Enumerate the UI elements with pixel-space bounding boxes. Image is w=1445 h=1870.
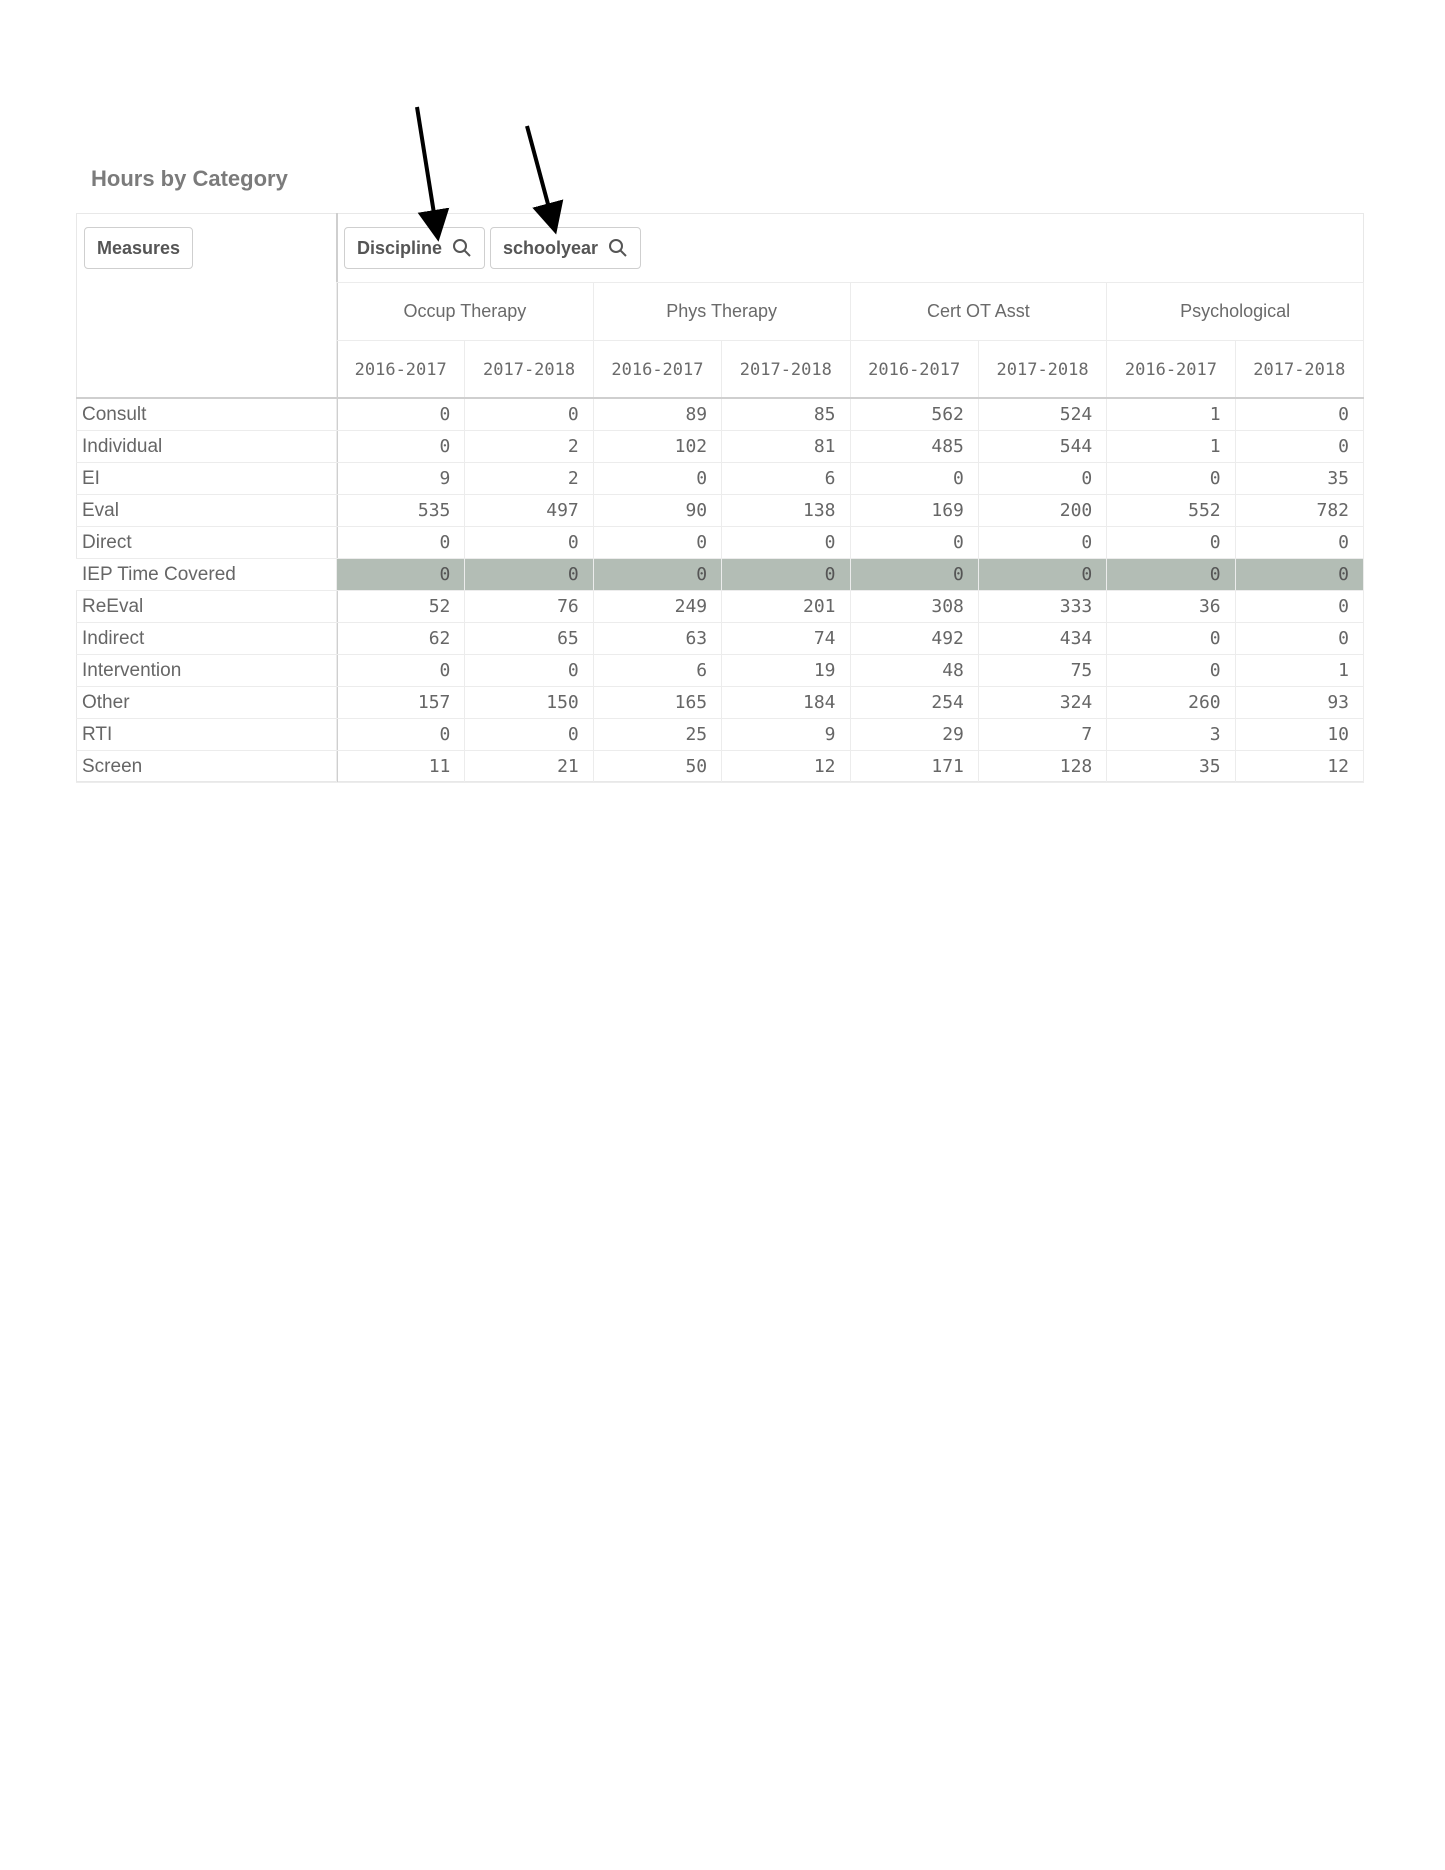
- annotation-arrows: [0, 0, 1445, 300]
- table-cell[interactable]: 0: [1235, 527, 1363, 559]
- table-cell[interactable]: 0: [465, 399, 593, 431]
- table-cell[interactable]: 50: [593, 751, 721, 783]
- table-cell[interactable]: 524: [978, 399, 1106, 431]
- table-cell[interactable]: 2: [465, 431, 593, 463]
- table-cell[interactable]: 0: [1107, 527, 1235, 559]
- table-cell[interactable]: 0: [337, 559, 465, 591]
- table-row: [337, 463, 1364, 495]
- table-cell[interactable]: 35: [1107, 751, 1235, 783]
- table-cell[interactable]: 9: [722, 719, 850, 751]
- table-cell[interactable]: 81: [722, 431, 850, 463]
- table-cell[interactable]: 3: [1107, 719, 1235, 751]
- table-cell[interactable]: 0: [337, 431, 465, 463]
- discipline-header[interactable]: Psychological: [1107, 283, 1364, 341]
- table-row: [337, 623, 1364, 655]
- table-row: [337, 687, 1364, 719]
- table-cell[interactable]: 0: [1235, 591, 1363, 623]
- table-cell[interactable]: 0: [850, 559, 978, 591]
- table-cell[interactable]: 0: [465, 527, 593, 559]
- table-cell[interactable]: 74: [722, 623, 850, 655]
- row-label[interactable]: Other: [76, 687, 336, 719]
- table-cell[interactable]: 497: [465, 495, 593, 527]
- table-cell[interactable]: 2: [465, 463, 593, 495]
- table-cell[interactable]: 0: [593, 559, 721, 591]
- table-cell[interactable]: 249: [593, 591, 721, 623]
- table-cell[interactable]: 0: [1235, 431, 1363, 463]
- table-cell[interactable]: 200: [978, 495, 1106, 527]
- year-header[interactable]: 2017-2018: [722, 341, 850, 399]
- table-cell[interactable]: 93: [1235, 687, 1363, 719]
- table-cell[interactable]: 184: [722, 687, 850, 719]
- table-cell[interactable]: 333: [978, 591, 1106, 623]
- row-label[interactable]: Indirect: [76, 623, 336, 655]
- table-cell[interactable]: 0: [337, 527, 465, 559]
- table-row: [337, 495, 1364, 527]
- table-cell[interactable]: 12: [1235, 751, 1363, 783]
- table-cell[interactable]: 102: [593, 431, 721, 463]
- table-cell[interactable]: 485: [850, 431, 978, 463]
- table-cell[interactable]: 0: [593, 463, 721, 495]
- table-cell[interactable]: 0: [337, 399, 465, 431]
- table-cell[interactable]: 10: [1235, 719, 1363, 751]
- table-row: [337, 655, 1364, 687]
- table-row: [337, 527, 1364, 559]
- year-header[interactable]: 2017-2018: [978, 341, 1106, 399]
- row-label[interactable]: ReEval: [76, 591, 336, 623]
- table-cell[interactable]: 0: [337, 655, 465, 687]
- table-cell[interactable]: 85: [722, 399, 850, 431]
- discipline-header[interactable]: Occup Therapy: [337, 283, 594, 341]
- discipline-header[interactable]: Cert OT Asst: [850, 283, 1107, 341]
- table-cell[interactable]: 0: [465, 655, 593, 687]
- table-cell[interactable]: 201: [722, 591, 850, 623]
- pivot-table: [336, 282, 1364, 783]
- table-cell[interactable]: 52: [337, 591, 465, 623]
- table-cell[interactable]: 0: [1107, 463, 1235, 495]
- table-cell[interactable]: 1: [1235, 655, 1363, 687]
- table-cell[interactable]: 76: [465, 591, 593, 623]
- table-cell[interactable]: 0: [978, 463, 1106, 495]
- table-cell[interactable]: 434: [978, 623, 1106, 655]
- row-label[interactable]: Consult: [76, 399, 336, 431]
- table-cell[interactable]: 157: [337, 687, 465, 719]
- table-cell[interactable]: 165: [593, 687, 721, 719]
- discipline-header[interactable]: Phys Therapy: [593, 283, 850, 341]
- year-header[interactable]: 2017-2018: [1235, 341, 1363, 399]
- table-cell[interactable]: 65: [465, 623, 593, 655]
- table-cell[interactable]: 1: [1107, 399, 1235, 431]
- schoolyear-label: schoolyear: [503, 237, 599, 258]
- table-cell[interactable]: 0: [1107, 559, 1235, 591]
- table-cell[interactable]: 0: [850, 527, 978, 559]
- table-cell[interactable]: 171: [850, 751, 978, 783]
- table-cell[interactable]: 75: [978, 655, 1106, 687]
- table-cell[interactable]: 0: [593, 527, 721, 559]
- table-cell[interactable]: 19: [722, 655, 850, 687]
- table-cell[interactable]: 1: [1107, 431, 1235, 463]
- table-cell[interactable]: 308: [850, 591, 978, 623]
- table-cell[interactable]: 90: [593, 495, 721, 527]
- table-cell[interactable]: 552: [1107, 495, 1235, 527]
- arrow-icon: [417, 107, 436, 226]
- table-cell[interactable]: 0: [465, 719, 593, 751]
- row-label[interactable]: Intervention: [76, 655, 336, 687]
- year-header-row: [337, 341, 1364, 399]
- chart-title: Hours by Category: [91, 166, 288, 191]
- discipline-label: Discipline: [357, 237, 443, 258]
- row-labels: [76, 399, 336, 783]
- table-cell[interactable]: 21: [465, 751, 593, 783]
- row-label[interactable]: Individual: [76, 431, 336, 463]
- year-header[interactable]: 2016-2017: [1107, 341, 1235, 399]
- table-cell[interactable]: 9: [337, 463, 465, 495]
- table-cell[interactable]: 89: [593, 399, 721, 431]
- table-cell[interactable]: 0: [1235, 623, 1363, 655]
- table-cell[interactable]: 35: [1235, 463, 1363, 495]
- year-header[interactable]: 2016-2017: [593, 341, 721, 399]
- table-cell[interactable]: 0: [337, 719, 465, 751]
- table-cell[interactable]: 0: [722, 559, 850, 591]
- table-cell[interactable]: 0: [465, 559, 593, 591]
- table-cell[interactable]: 128: [978, 751, 1106, 783]
- table-cell[interactable]: 254: [850, 687, 978, 719]
- table-cell[interactable]: 12: [722, 751, 850, 783]
- table-cell[interactable]: 138: [722, 495, 850, 527]
- row-label[interactable]: EI: [76, 463, 336, 495]
- table-cell[interactable]: 63: [593, 623, 721, 655]
- table-cell[interactable]: 6: [722, 463, 850, 495]
- year-header[interactable]: 2016-2017: [850, 341, 978, 399]
- row-label[interactable]: RTI: [76, 719, 336, 751]
- table-cell[interactable]: 324: [978, 687, 1106, 719]
- table-cell[interactable]: 6: [593, 655, 721, 687]
- table-cell[interactable]: 25: [593, 719, 721, 751]
- table-cell[interactable]: 169: [850, 495, 978, 527]
- table-cell[interactable]: 11: [337, 751, 465, 783]
- row-label[interactable]: Eval: [76, 495, 336, 527]
- table-cell[interactable]: 48: [850, 655, 978, 687]
- table-cell[interactable]: 0: [1107, 623, 1235, 655]
- arrow-icon: [527, 126, 552, 219]
- table-cell[interactable]: 535: [337, 495, 465, 527]
- table-row: [337, 559, 1364, 591]
- table-cell[interactable]: 0: [850, 463, 978, 495]
- table-cell[interactable]: 492: [850, 623, 978, 655]
- table-cell[interactable]: 782: [1235, 495, 1363, 527]
- table-row: [337, 431, 1364, 463]
- table-row: [337, 751, 1364, 783]
- table-cell[interactable]: 0: [1107, 655, 1235, 687]
- table-cell[interactable]: 0: [722, 527, 850, 559]
- table-row: [337, 591, 1364, 623]
- year-header[interactable]: 2016-2017: [337, 341, 465, 399]
- year-header[interactable]: 2017-2018: [465, 341, 593, 399]
- table-cell[interactable]: 29: [850, 719, 978, 751]
- row-label[interactable]: Direct: [76, 527, 336, 559]
- table-cell[interactable]: 0: [1235, 559, 1363, 591]
- table-cell[interactable]: 62: [337, 623, 465, 655]
- table-cell[interactable]: 0: [1235, 399, 1363, 431]
- row-label[interactable]: Screen: [76, 751, 336, 783]
- table-cell[interactable]: 0: [978, 559, 1106, 591]
- table-cell[interactable]: 36: [1107, 591, 1235, 623]
- table-cell[interactable]: 544: [978, 431, 1106, 463]
- table-cell[interactable]: 150: [465, 687, 593, 719]
- row-label[interactable]: IEP Time Covered: [76, 559, 336, 591]
- table-cell[interactable]: 0: [978, 527, 1106, 559]
- table-cell[interactable]: 7: [978, 719, 1106, 751]
- table-cell[interactable]: 260: [1107, 687, 1235, 719]
- table-cell[interactable]: 562: [850, 399, 978, 431]
- measures-label: Measures: [97, 237, 181, 258]
- table-row: [337, 399, 1364, 431]
- table-row: [337, 719, 1364, 751]
